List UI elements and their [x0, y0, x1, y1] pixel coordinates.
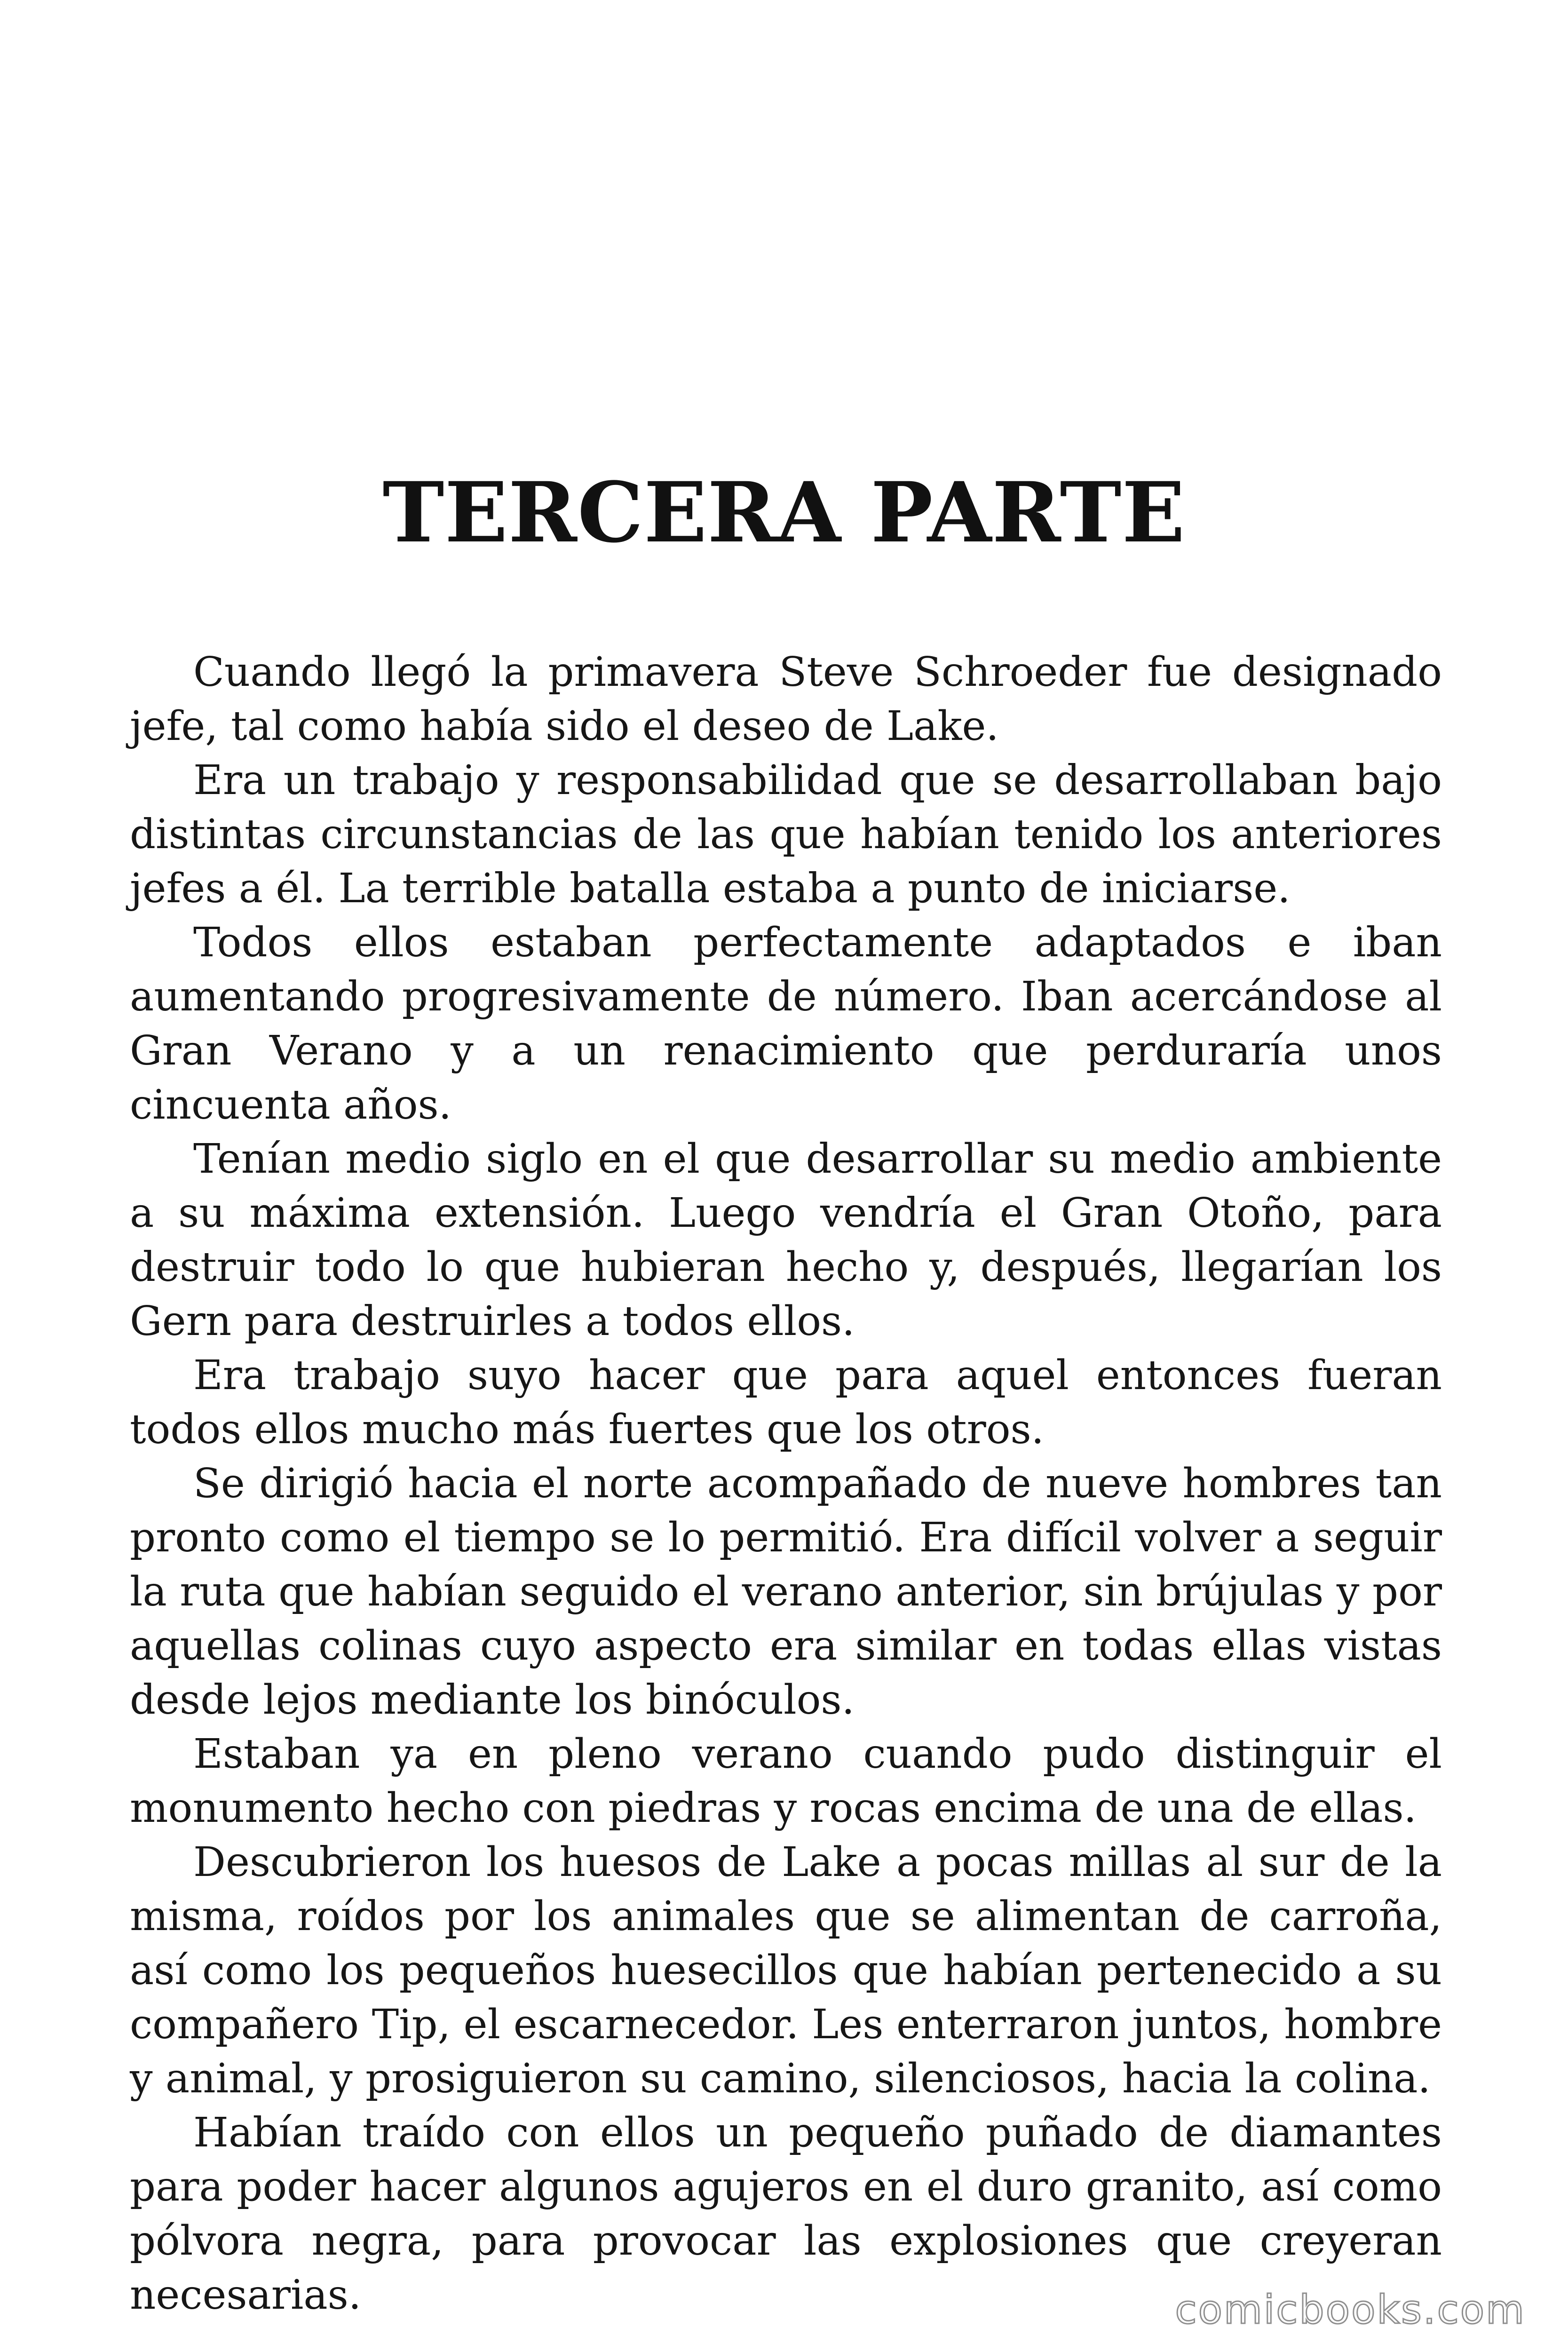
- paragraph: Cuando llegó la primavera Steve Schroeder fue designado jefe, tal como había sido el deseo de Lake.: [130, 649, 1442, 750]
- paragraph: Todos ellos estaban perfectamente adaptados e iban aumentando progresivamente de número. Iban acercándose al Gran Verano y a un renacimiento que perduraría unos cincuenta años.: [130, 919, 1442, 1128]
- paragraph: Era un trabajo y responsabilidad que se desarrollaban bajo distintas circunstancias de las que habían tenido los anteriores jefes a él. La terrible batalla estaba a punto de iniciarse.: [130, 757, 1442, 912]
- body-text: [130, 645, 1442, 2322]
- paragraph: Habían traído con ellos un pequeño puñado de diamantes para poder hacer algunos agujeros en el duro granito, así como pólvora negra, para provocar las explosiones que creyeran necesarias.: [130, 2109, 1442, 2319]
- chapter-title: TERCERA PARTE: [382, 464, 1186, 561]
- paragraph: Estaban ya en pleno verano cuando pudo distinguir el monumento hecho con piedras y rocas encima de una de ellas.: [130, 1731, 1442, 1832]
- paragraph: Era trabajo suyo hacer que para aquel entonces fueran todos ellos mucho más fuertes que los otros.: [130, 1352, 1442, 1453]
- paragraph: Descubrieron los huesos de Lake a pocas millas al sur de la misma, roídos por los animales que se alimentan de carroña, así como los pequeños huesecillos que habían pertenecido a su compañero Tip, el escarnecedor. Les enterraron juntos, hombre y animal, y prosiguieron su camino, silenciosos, hacia la colina.: [130, 1839, 1442, 2102]
- paragraph: Tenían medio siglo en el que desarrollar su medio ambiente a su máxima extensión. Luego vendría el Gran Otoño, para destruir todo lo que hubieran hecho y, después, llegarían los Gern para destruirles a todos ellos.: [130, 1136, 1442, 1345]
- paragraph: Se dirigió hacia el norte acompañado de nueve hombres tan pronto como el tiempo se lo permitió. Era difícil volver a seguir la ruta que habían seguido el verano anterior, sin brújulas y por aquellas colinas cuyo aspecto era similar en todas ellas vistas desde lejos mediante los binóculos.: [130, 1460, 1442, 1724]
- site-watermark: comicbooks.com: [1175, 2287, 1526, 2333]
